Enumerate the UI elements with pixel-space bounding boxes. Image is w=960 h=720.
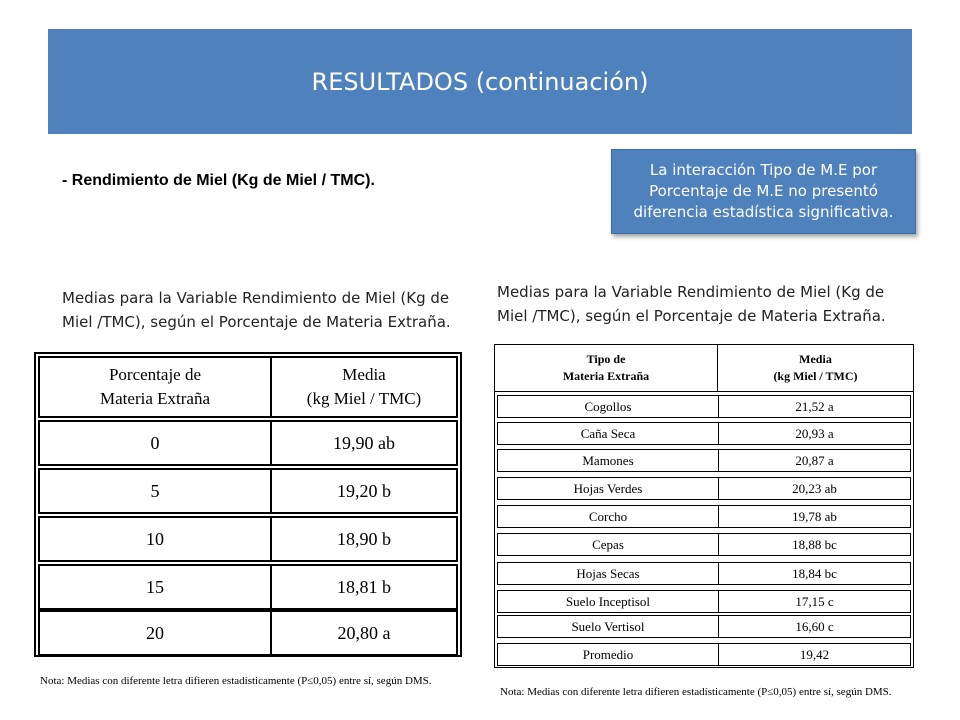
table-row [497, 615, 911, 638]
table-row [497, 562, 911, 585]
table-cell: Suelo Vertisol [498, 616, 719, 637]
table-row [38, 516, 458, 562]
table-cell: 0 [40, 422, 272, 464]
table-header [38, 356, 458, 418]
subtitle: - Rendimiento de Miel (Kg de Miel / TMC). [62, 172, 375, 189]
table-row [38, 610, 458, 656]
table-cell: 19,90 ab [333, 432, 395, 453]
table-row [38, 468, 458, 514]
table-cell: Hojas Verdes [498, 478, 719, 499]
table-row [497, 422, 911, 445]
table-cell: 20,80 a [337, 622, 391, 643]
right-table-note: Nota: Medias con diferente letra difieren estadísticamente (P≤0,05) entre sí, según DMS. [500, 686, 892, 698]
table-cell: 15 [40, 566, 272, 608]
table-cell: 20,93 a [795, 425, 834, 441]
left-table-caption: Medias para la Variable Rendimiento de Miel (Kg de Miel /TMC), según el Porcentaje de Materia Extraña. [62, 289, 451, 331]
table-cell: Corcho [498, 506, 719, 527]
header-cell: Porcentaje de Materia Extraña [40, 358, 272, 416]
table-row [38, 564, 458, 610]
slide-title: RESULTADOS (continuación) [311, 67, 649, 96]
material-type-table [494, 344, 914, 668]
table-cell: Hojas Secas [498, 563, 719, 584]
table-cell: 19,42 [799, 646, 830, 662]
table-cell: Suelo Inceptisol [498, 591, 719, 612]
title-bar [48, 29, 912, 134]
table-row [38, 420, 458, 466]
table-row [497, 533, 911, 556]
table-cell: Mamones [498, 450, 719, 471]
table-cell: 18,88 bc [792, 536, 837, 552]
table-row [497, 449, 911, 472]
table-cell: 20,23 ab [792, 480, 837, 496]
table-cell: 16,60 c [795, 618, 834, 634]
table-header [495, 345, 913, 392]
table-cell: 20,87 a [795, 452, 834, 468]
table-row [497, 395, 911, 418]
table-cell: 21,52 a [795, 398, 834, 414]
callout-box: La interacción Tipo de M.E por Porcentaje de M.E no presentó diferencia estadística significativa. [611, 149, 916, 234]
header-cell: Tipo de Materia Extraña [495, 345, 718, 391]
table-cell: Cogollos [498, 396, 719, 417]
table-row [497, 505, 911, 528]
table-cell: 20 [40, 612, 272, 654]
left-table-note: Nota: Medias con diferente letra difieren estadísticamente (P≤0,05) entre sí, según DMS. [40, 675, 432, 687]
table-cell: 18,81 b [337, 576, 391, 597]
header-cell: Media (kg Miel / TMC) [773, 352, 858, 383]
table-cell: 19,78 ab [792, 508, 837, 524]
table-cell: 19,20 b [337, 480, 391, 501]
table-cell: Caña Seca [498, 423, 719, 444]
table-row [497, 590, 911, 613]
table-cell: 5 [40, 470, 272, 512]
right-table-caption: Medias para la Variable Rendimiento de Miel (Kg de Miel /TMC), según el Porcentaje de Materia Extraña. [497, 283, 886, 325]
table-cell: 18,90 b [337, 528, 391, 549]
table-cell: 17,15 c [795, 593, 834, 609]
header-cell: Media (kg Miel / TMC) [306, 365, 422, 408]
table-row [497, 477, 911, 500]
table-cell: Promedio [498, 644, 719, 665]
percentage-table [34, 352, 462, 657]
table-cell: 18,84 bc [792, 565, 837, 581]
table-cell: Cepas [498, 534, 719, 555]
table-cell: 10 [40, 518, 272, 560]
table-row [497, 643, 911, 666]
